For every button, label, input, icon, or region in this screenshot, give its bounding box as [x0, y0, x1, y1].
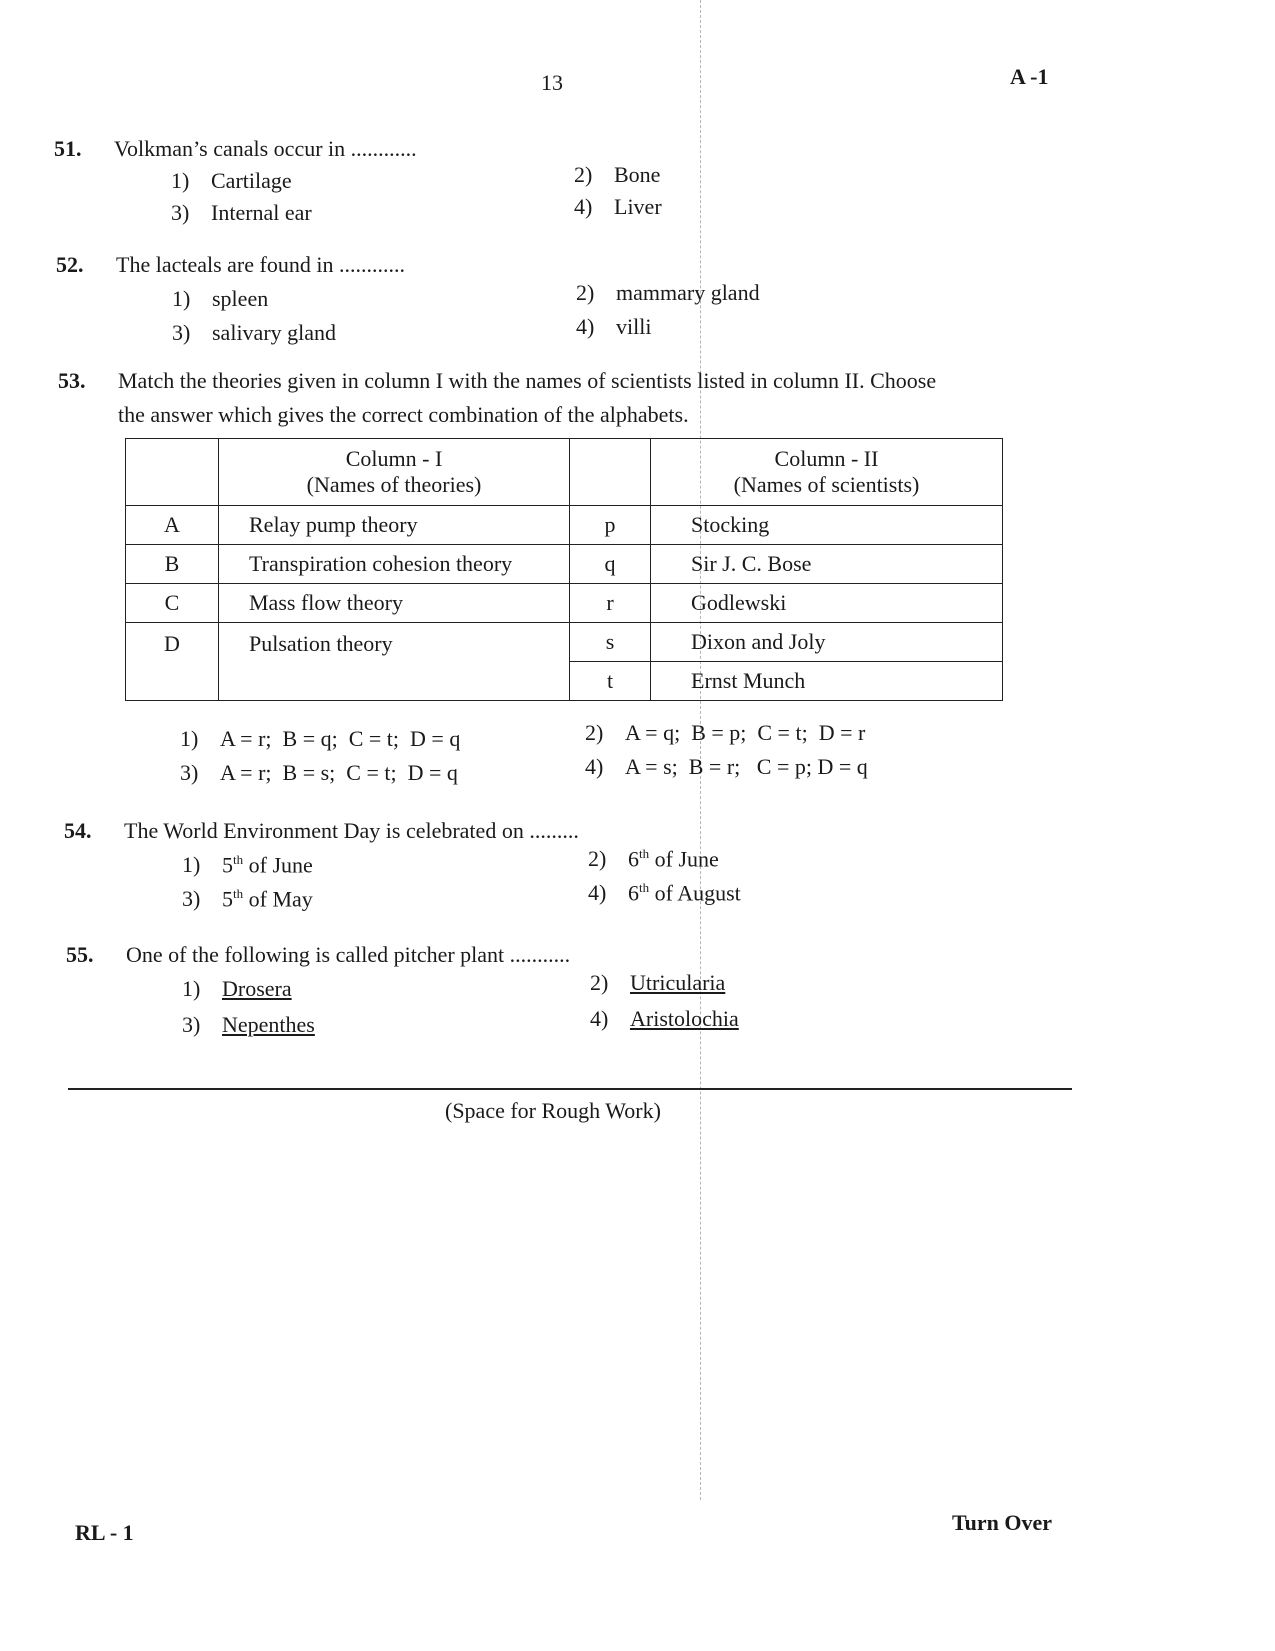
table-header-row: [126, 439, 1003, 506]
option-3: 3) 5th of May: [182, 886, 313, 912]
fold-line: [700, 0, 701, 1500]
header-letter-cell: [126, 439, 219, 506]
table-row: [126, 623, 1003, 662]
option-4: 4) villi: [576, 314, 652, 339]
option-4: 4) A = s; B = r; C = p; D = q: [585, 754, 868, 779]
question-51: [54, 134, 1054, 164]
table-row: [126, 506, 1003, 545]
option-3: 3) A = r; B = s; C = t; D = q: [180, 760, 458, 785]
option-4: 4) 6th of August: [588, 880, 741, 906]
option-2: 2) mammary gland: [576, 280, 760, 305]
question-number: 52.: [56, 252, 84, 277]
option-3: 3) salivary gland: [172, 320, 337, 345]
option-2: 2) Utricularia: [590, 970, 726, 995]
question-55: [66, 940, 1066, 970]
question-54: [64, 816, 1064, 846]
option-4: 4) Aristolochia: [590, 1006, 739, 1031]
scientist-name: Stocking: [651, 506, 1003, 545]
scientist-name: Dixon and Joly: [651, 623, 1003, 662]
scientist-name: Sir J. C. Bose: [651, 545, 1003, 584]
match-table: [125, 438, 1003, 701]
option-1: 1) 5th of June: [182, 852, 313, 878]
table-row: [126, 545, 1003, 584]
header-key-cell: [570, 439, 651, 506]
page-number: 13: [541, 70, 563, 95]
option-1: 1) Drosera: [182, 976, 292, 1001]
row-key: p: [570, 506, 651, 545]
row-key: s: [570, 623, 651, 662]
divider-line: [68, 1088, 1072, 1090]
scientist-name: Godlewski: [651, 584, 1003, 623]
question-text-line1: Match the theories given in column I with the names of scientists listed in column II. Choose: [118, 368, 937, 393]
theory-name: Transpiration cohesion theory: [219, 545, 570, 584]
option-4: 4) Liver: [574, 194, 662, 219]
column-1-header: Column - I (Names of theories): [219, 439, 570, 506]
option-2: 2) A = q; B = p; C = t; D = r: [585, 720, 866, 745]
question-53: [58, 366, 1058, 430]
option-3: 3) Internal ear: [171, 200, 312, 225]
option-3: 3) Nepenthes: [182, 1012, 315, 1037]
question-number: 53.: [58, 368, 86, 393]
option-1: 1) Cartilage: [171, 168, 292, 193]
theory-name: Relay pump theory: [219, 506, 570, 545]
row-letter: A: [126, 506, 219, 545]
question-text-line2: the answer which gives the correct combination of the alphabets.: [118, 402, 689, 427]
footer-code: RL - 1: [75, 1520, 134, 1545]
question-text: The World Environment Day is celebrated on .........: [124, 818, 579, 843]
row-key: r: [570, 584, 651, 623]
question-text: The lacteals are found in ............: [116, 252, 405, 277]
row-letter: B: [126, 545, 219, 584]
scientist-name: Ernst Munch: [651, 662, 1003, 701]
column-2-header: Column - II (Names of scientists): [651, 439, 1003, 506]
paper-code: A -1: [1010, 64, 1049, 89]
row-letter: C: [126, 584, 219, 623]
question-text: One of the following is called pitcher plant ...........: [126, 942, 571, 967]
theory-name: Pulsation theory: [219, 623, 570, 701]
question-number: 51.: [54, 136, 82, 161]
row-letter: D: [126, 623, 219, 701]
option-1: 1) spleen: [172, 286, 269, 311]
question-52: [56, 250, 1056, 280]
question-number: 55.: [66, 942, 94, 967]
option-2: 2) 6th of June: [588, 846, 719, 872]
question-text: Volkman’s canals occur in ............: [114, 136, 417, 161]
table-row: [126, 584, 1003, 623]
row-key: t: [570, 662, 651, 701]
option-1: 1) A = r; B = q; C = t; D = q: [180, 726, 461, 751]
rough-work-label: (Space for Rough Work): [445, 1098, 661, 1123]
row-key: q: [570, 545, 651, 584]
theory-name: Mass flow theory: [219, 584, 570, 623]
turn-over-label: Turn Over: [952, 1510, 1053, 1535]
question-number: 54.: [64, 818, 92, 843]
option-2: 2) Bone: [574, 162, 661, 187]
